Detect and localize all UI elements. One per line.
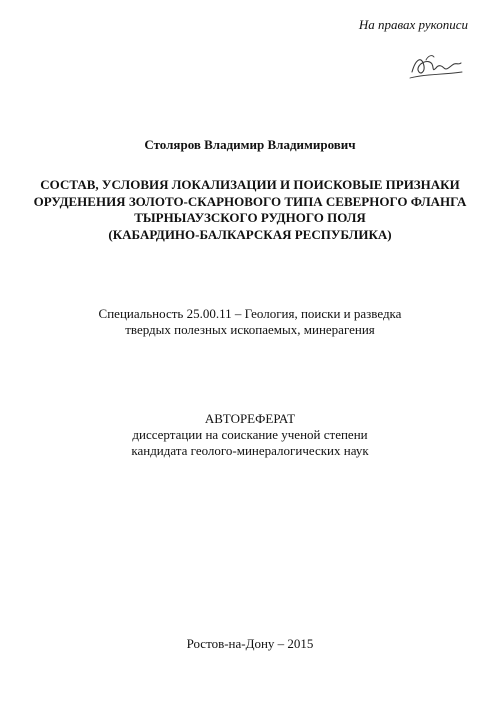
title-line: ОРУДЕНЕНИЯ ЗОЛОТО-СКАРНОВОГО ТИПА СЕВЕРНОГО ФЛАНГА <box>33 193 467 209</box>
author-name: Столяров Владимир Владимирович <box>144 137 356 152</box>
signature-icon <box>406 48 466 84</box>
rights-note: На правах рукописи <box>358 17 468 32</box>
dissertation-title <box>0 177 500 243</box>
specialty-line: твердых полезных ископаемых, минерагения <box>125 322 375 337</box>
abstract-line: диссертации на соискание ученой степени <box>132 427 368 442</box>
title-line: СОСТАВ, УСЛОВИЯ ЛОКАЛИЗАЦИИ И ПОИСКОВЫЕ ПРИЗНАКИ <box>40 177 460 192</box>
title-line: (КАБАРДИНО-БАЛКАРСКАЯ РЕСПУБЛИКА) <box>108 226 392 242</box>
abstract-line: кандидата геолого-минералогических наук <box>131 443 369 458</box>
specialty-block <box>0 306 500 338</box>
place-year: Ростов-на-Дону – 2015 <box>186 636 314 651</box>
abstract-block <box>0 411 500 459</box>
abstract-heading: АВТОРЕФЕРАТ <box>204 411 296 426</box>
specialty-line: Специальность 25.00.11 – Геология, поиски и разведка <box>98 306 402 321</box>
title-line: ТЫРНЫАУЗСКОГО РУДНОГО ПОЛЯ <box>134 210 366 225</box>
